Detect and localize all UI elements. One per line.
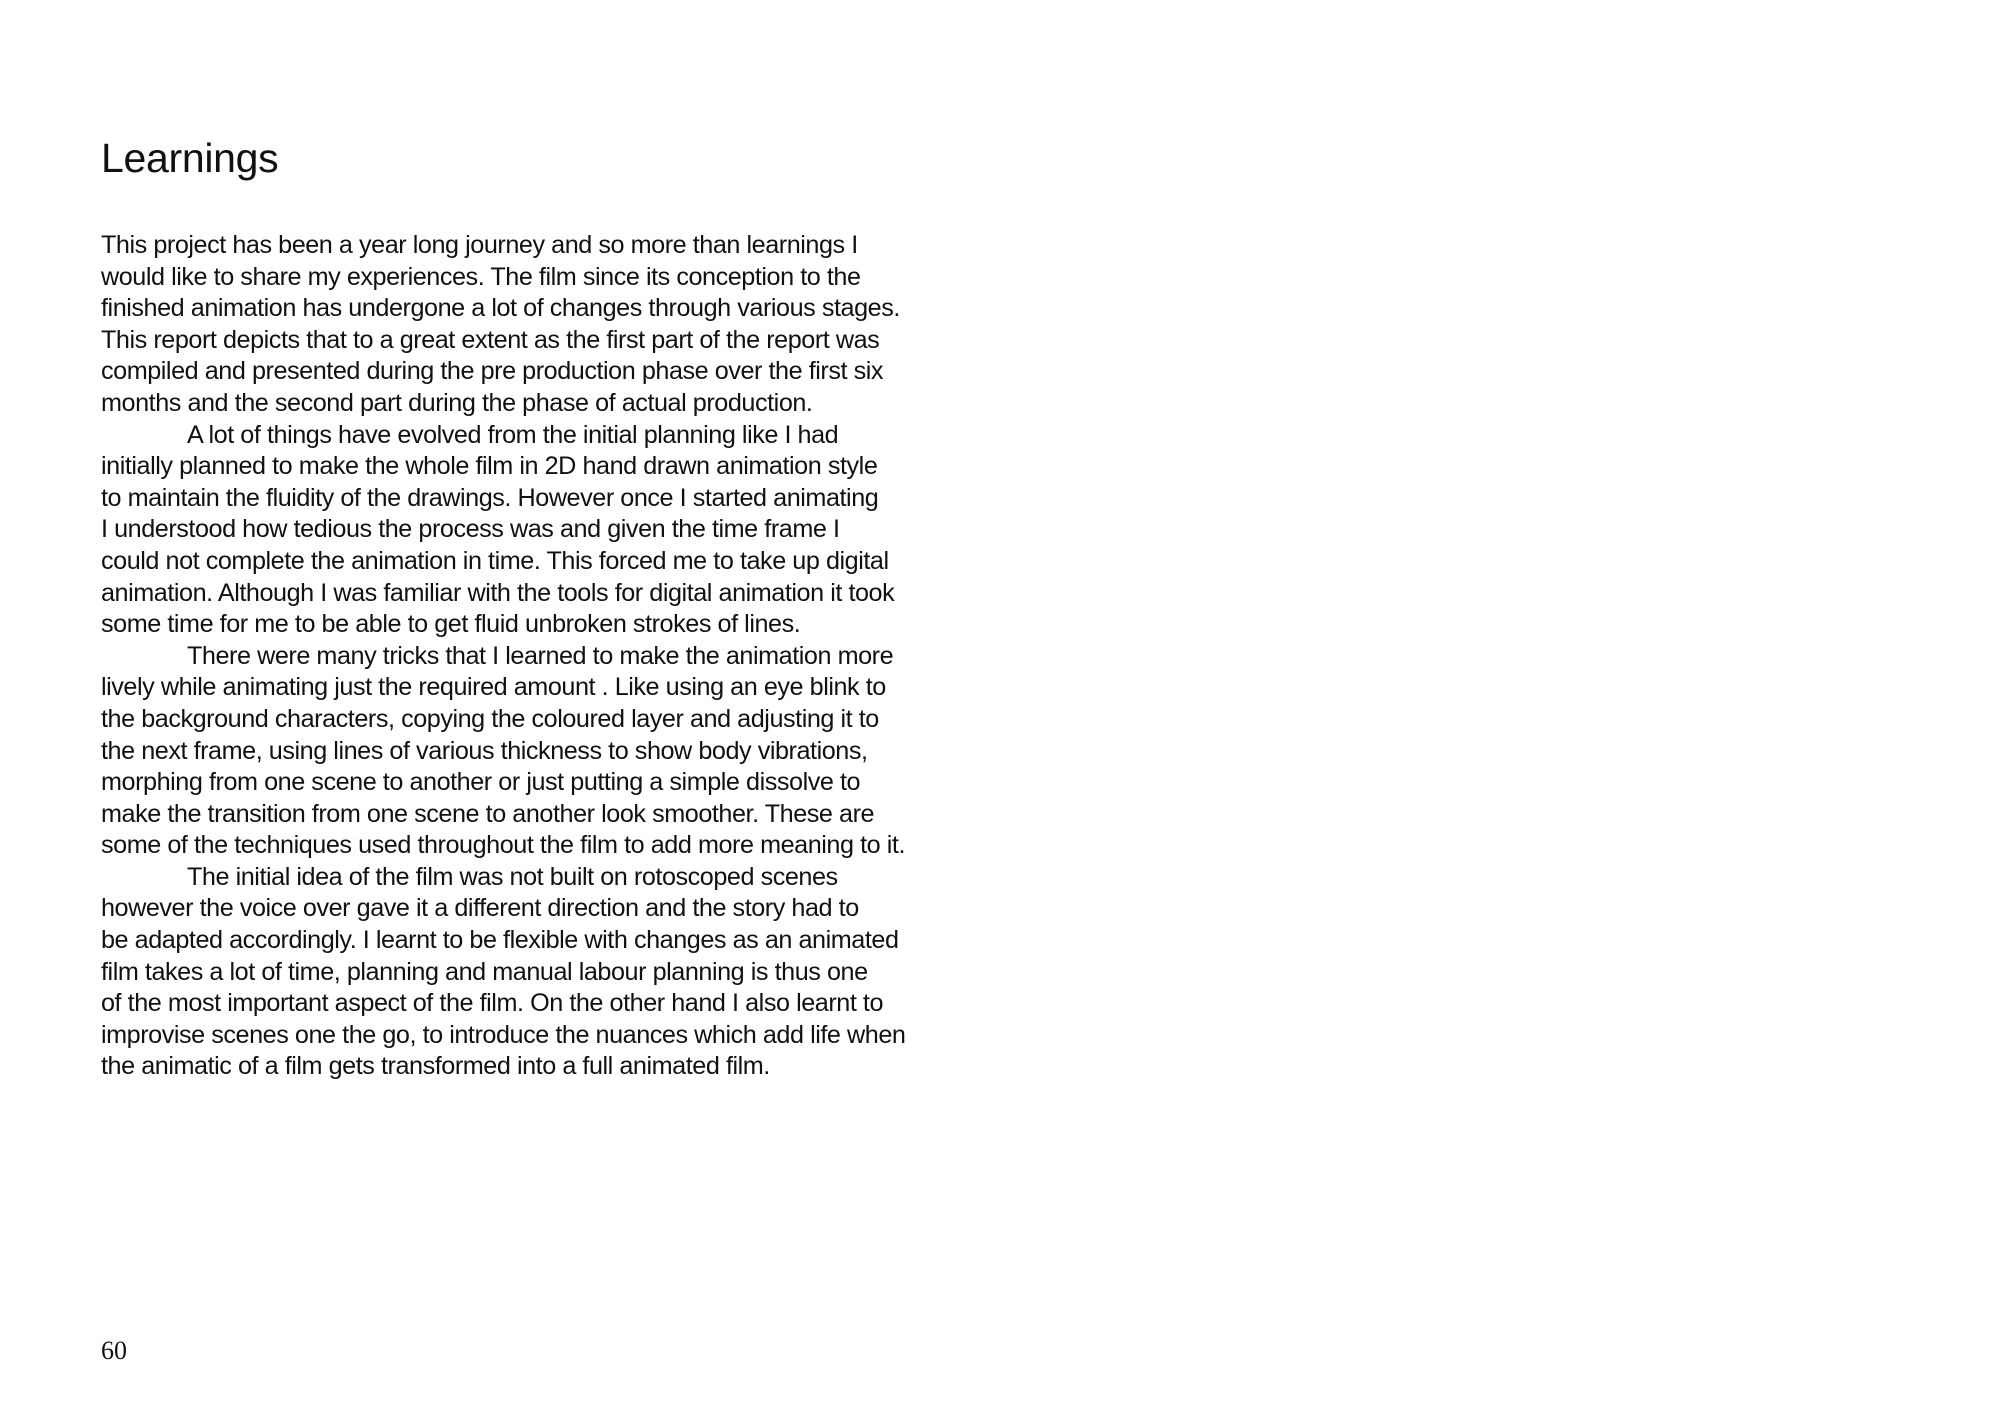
text-line: The initial idea of the film was not built on rotoscoped scenes: [187, 862, 838, 891]
text-line: finished animation has undergone a lot of changes through various stages.: [101, 294, 900, 323]
text-line: some of the techniques used throughout the film to add more meaning to it.: [101, 831, 905, 860]
page-title: Learnings: [101, 135, 279, 181]
text-line: lively while animating just the required amount . Like using an eye blink to: [101, 673, 886, 702]
text-line: of the most important aspect of the film. On the other hand I also learnt to: [101, 989, 884, 1018]
text-line: This report depicts that to a great extent as the first part of the report was: [101, 325, 880, 354]
text-line: initially planned to make the whole film in 2D hand drawn animation style: [101, 452, 878, 481]
text-line: improvise scenes one the go, to introduce the nuances which add life when: [101, 1020, 906, 1049]
text-line: This project has been a year long journey and so more than learnings I: [101, 231, 858, 259]
text-line: I understood how tedious the process was and given the time frame I: [101, 515, 840, 544]
text-line: some time for me to be able to get fluid unbroken strokes of lines.: [101, 610, 801, 639]
text-line: be adapted accordingly. I learnt to be flexible with changes as an animated: [101, 926, 899, 955]
text-line: There were many tricks that I learned to make the animation more: [187, 641, 894, 670]
text-line: would like to share my experiences. The film since its conception to the: [101, 262, 861, 291]
text-line: compiled and presented during the pre production phase over the first six: [101, 357, 884, 386]
text-line: however the voice over gave it a different direction and the story had to: [101, 894, 859, 923]
text-line: could not complete the animation in time. This forced me to take up digital: [101, 546, 889, 575]
text-line: animation. Although I was familiar with the tools for digital animation it took: [101, 578, 895, 607]
text-line: make the transition from one scene to another look smoother. These are: [101, 799, 875, 828]
text-line: months and the second part during the phase of actual production.: [101, 388, 813, 417]
text-line: the animatic of a film gets transformed into a full animated film.: [101, 1052, 770, 1081]
page-number: 60: [101, 1336, 127, 1365]
body-text: [101, 230, 1001, 1083]
text-line: A lot of things have evolved from the initial planning like I had: [187, 420, 839, 449]
text-line: to maintain the fluidity of the drawings. However once I started animating: [101, 483, 879, 512]
text-line: morphing from one scene to another or just putting a simple dissolve to: [101, 768, 861, 797]
text-line: film takes a lot of time, planning and manual labour planning is thus one: [101, 957, 868, 986]
text-line: the next frame, using lines of various thickness to show body vibrations,: [101, 736, 868, 765]
text-line: the background characters, copying the coloured layer and adjusting it to: [101, 704, 879, 733]
